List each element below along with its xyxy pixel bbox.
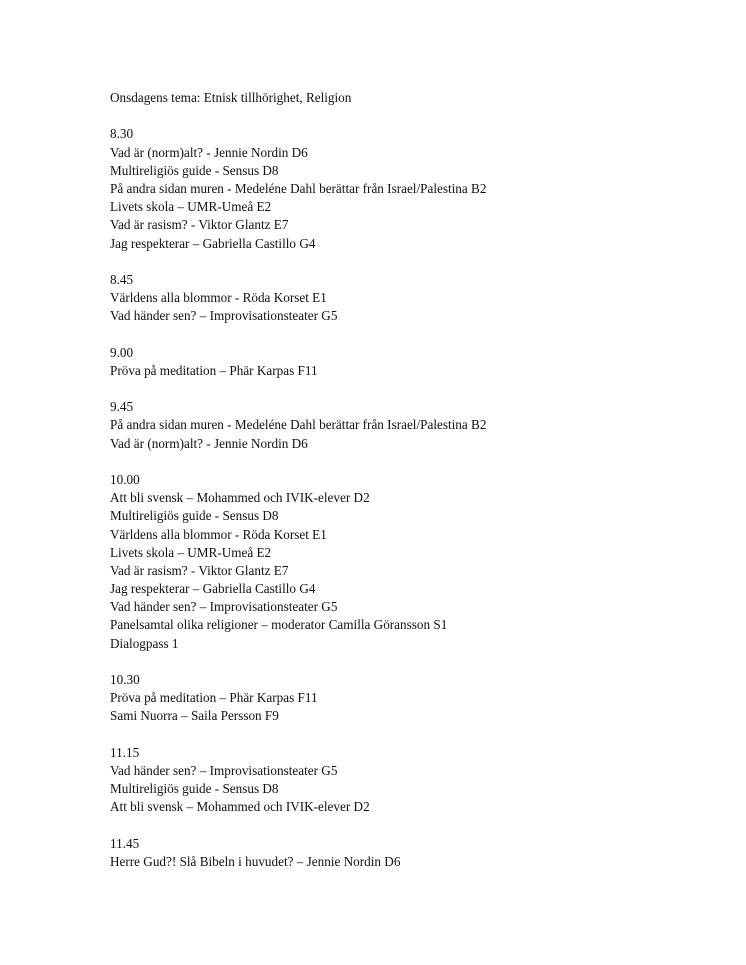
session-block xyxy=(110,744,710,817)
session-item: Dialogpass 1 xyxy=(110,635,179,651)
session-time: 11.15 xyxy=(110,744,140,760)
schedule-sessions xyxy=(110,125,710,871)
session-time: 11.45 xyxy=(110,835,140,851)
session-time: 10.30 xyxy=(110,672,140,687)
session-item: Världens alla blommor - Röda Korset E1 xyxy=(110,526,327,542)
session-item: Pröva på meditation – Phär Karpas F11 xyxy=(110,362,318,378)
session-item: Jag respekterar – Gabriella Castillo G4 xyxy=(110,581,316,597)
session-time: 10.00 xyxy=(110,471,140,487)
session-item: Pröva på meditation – Phär Karpas F11 xyxy=(110,690,318,706)
session-item: Vad är (norm)alt? - Jennie Nordin D6 xyxy=(110,144,308,160)
session-item: Multireligiös guide - Sensus D8 xyxy=(110,162,279,178)
session-item: Livets skola – UMR-Umeå E2 xyxy=(110,544,272,560)
session-item: Multireligiös guide - Sensus D8 xyxy=(110,781,279,797)
session-item: Vad händer sen? – Improvisationsteater G5 xyxy=(110,599,338,615)
session-item: Att bli svensk – Mohammed och IVIK-elever D2 xyxy=(110,799,370,815)
session-item: Världens alla blommor - Röda Korset E1 xyxy=(110,290,327,306)
session-time: 9.00 xyxy=(110,344,134,360)
session-item: Vad händer sen? – Improvisationsteater G5 xyxy=(110,308,338,324)
session-item: Vad är rasism? - Viktor Glantz E7 xyxy=(110,562,289,578)
session-block xyxy=(110,125,710,252)
session-block xyxy=(110,398,710,453)
session-item: Vad är (norm)alt? - Jennie Nordin D6 xyxy=(110,435,308,451)
session-item: Vad händer sen? – Improvisationsteater G5 xyxy=(110,762,338,778)
session-item: Sami Nuorra – Saila Persson F9 xyxy=(110,708,279,724)
session-block xyxy=(110,835,710,871)
session-item: Jag respekterar – Gabriella Castillo G4 xyxy=(110,235,316,251)
session-block xyxy=(110,471,710,653)
session-block xyxy=(110,671,710,726)
schedule-content xyxy=(110,89,710,871)
session-item: På andra sidan muren - Medeléne Dahl berättar från Israel/Palestina B2 xyxy=(110,417,487,433)
session-item: Att bli svensk – Mohammed och IVIK-elever D2 xyxy=(110,490,370,506)
session-time: 8.45 xyxy=(110,271,134,287)
session-item: Herre Gud?! Slå Bibeln i huvudet? – Jennie Nordin D6 xyxy=(110,853,401,869)
session-block xyxy=(110,344,710,380)
session-item: Panelsamtal olika religioner – moderator Camilla Göransson S1 xyxy=(110,617,448,633)
session-item: Vad är rasism? - Viktor Glantz E7 xyxy=(110,217,289,233)
session-item: Livets skola – UMR-Umeå E2 xyxy=(110,199,272,215)
session-block xyxy=(110,271,710,326)
session-item: På andra sidan muren - Medeléne Dahl berättar från Israel/Palestina B2 xyxy=(110,180,487,196)
session-item: Multireligiös guide - Sensus D8 xyxy=(110,508,279,524)
session-time: 8.30 xyxy=(110,126,134,142)
theme-heading: Onsdagens tema: Etnisk tillhörighet, Religion xyxy=(110,90,352,105)
session-time: 9.45 xyxy=(110,399,134,415)
